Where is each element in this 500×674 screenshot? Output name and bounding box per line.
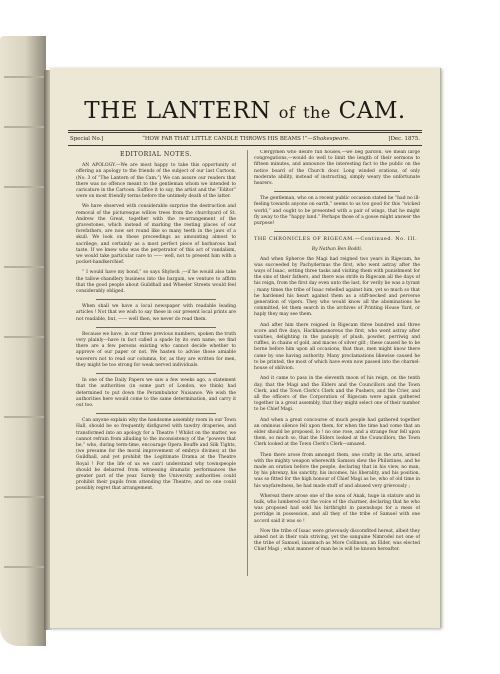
note-paragraph: The gentleman, who on a recent public occasion stated he “had no ill-feeling towards anyone on earth,” seems to us too good for this “wicked world,” and ought to be presented with a pair of wings, that he might fly away to the “happy land.” Perhaps those of a goose might answer the purpose! [254,196,420,227]
text-strip [4,566,44,568]
chronicle-paragraph: Now the tribe of Isaac were grievously discomfited hereat, albeit they aimed not in their vain striving, yet the sanguine Nimrodel not one of the tribe of Samuel, inasmuch as More Collinson, an Elder, was elected Chief Magi ; what manner of man he is will be known hereafter. [254,528,420,553]
chronicle-paragraph: And after him there reigned in Rigecam three hundred and three score and five days, Hackhamsnoreus the first, who went astray after vanities, delighting in the panoply of plush, powder, perriwig and ruffles, in chains of gold, and maces of silver gilt ; these caused he to be borne before him upon all occasions, that thus, men might know there came by one having authority. Many proclamations likewise caused he to be printed, the most of which have even now passed into the charnel-house of oblivion. [254,322,420,372]
masthead-lantern: LANTERN [145,98,271,124]
newspaper-page [50,68,441,628]
masthead-rule-top [68,130,422,131]
masthead-cam: CAM. [338,98,406,124]
masthead-of: of [278,103,296,122]
adjacent-page-edge [0,36,46,646]
column-divider [96,373,216,374]
text-strip [4,496,44,498]
motto-text: “HOW FAR THAT LITTLE CANDLE THROWS HIS BEAMS !”— [142,136,313,142]
text-strip [4,336,44,338]
text-strip [4,186,44,188]
masthead-the: THE [84,98,138,124]
issue-motto [142,136,350,142]
column-divider [274,231,400,232]
column-separator [247,150,248,576]
chronicle-paragraph: And when Spheroe the Magi had reigned two years in Rigecam, he was succeeded by Pachydermus the first, who went astray after the ways of Isaac, setting three tasks and visiting them with punishment for the sins of their fathers, and there was strife in Rigecam all the days of his reign, from the first day even unto the last, for verily he was a tyrant ; many times the tribe of Isaac rebelled against him, yet so much so that he hardened his heart against them as a stiff-necked and perverse generation of vipers. They who would know all the abominations he committed, let them search in the archives of Printing House Yard, or haply they may see them. [254,256,420,318]
editorial-paragraph: Can anyone explain why the handsome assembly room in our Town Hall, should be so frequently disfigured with tawdry draperies, and transformed into an apology for a Theatre ! Whilst on the matter, we cannot refrain from alluding to the inconsistency of the “powers that be,” who, during term-time, encourage Opera Bouffe and Silk Tights, (we presume for the moral improvement of embryo divines) at the Guildhall, and yet prohibit the Legitimate Drama at the Theatre Royal ! For the life of us we can't understand why townspeople should be debarred from witnessing dramatic performances the greater part of the year. Surely the University authorities could prohibit their pupils from attending the Theatre, and no one could possibly regret that arrangement. [76,418,236,492]
column-divider [274,191,400,192]
chronicle-heading: THE CHRONICLES OF RIGECAM.—Continued. No. III. [254,236,418,243]
editorial-heading: EDITORIAL NOTES. [120,151,192,158]
text-strip [4,416,44,418]
issue-date: [Dec. 1875. [388,136,420,142]
column-divider [96,327,216,328]
masthead-title [60,98,430,124]
editorial-paragraph: “ I would have my bond,” so says Shylock ;—if he would also take the tallow-chandlery business into the bargain, we venture to affirm that the good people about Guildhall and Wheeler Streets would feel considerably obliged. [76,270,236,295]
column-divider [96,413,216,414]
text-strip [4,266,44,268]
editorial-paragraph: AN APOLOGY.—We are most happy to take this opportunity of offering an apology to the friends of the subject of our last Cartoon, (No. 3 of “The Lantern of the Cam.”) We can assure our readers that there was no offence meant to the gentleman whom we intended to caricature in the Cartoon. Suffice it to say, the artist and the “Editor” were on most friendly terms before the untimely death of the latter. [76,163,236,200]
editorial-paragraph: We have observed with considerable surprise the destruction and removal of the picturesque willow trees from the churchyard of St. Andrew the Great, together with the re-arrangement of the gravestones, which instead of marking the resting places of our forefathers, are now set round like so many teeth in the jaws of a skull. We look on these proceedings as amounting almost to sacrilege, and certainly as a most perfect piece of barbarous bad taste. If we knew who was the perpetrator of this act of vandalism, we would take particular care to —— well, not to present him with a pocket-handkerchief. [76,204,236,266]
masthead-the2: the [303,103,331,122]
editorial-paragraph: In one of the Daily Papers we saw a few weeks ago, a statement that the authorities (in some part of London, we think) had determined to put down the Perambulator Nuisance. We wish the authorities here would come to the same determination, and carry it out too. [76,378,236,408]
chronicle-byline: By Nathan Ben Boddi. [311,247,363,253]
text-strip [4,76,44,78]
note-paragraph: Clergymen who desire full houses,—we beg pardon, we mean large congregations,—would do well to limit the length of their sermons to fifteen minutes, and announce the interesting fact to the public on the notice board of the Church door. Long winded orations, of only moderate ability, instead of instructing, simply weary the unfortunate hearers. [254,150,420,187]
issue-special: Special No.] [70,136,104,142]
text-strip [4,126,44,128]
chronicle-paragraph: And it came to pass in the eleventh moon of his reign, on the tenth day, that the Magi and the Elders and the Councillors and the Town Clerk, and the Town Clerk's Clerk and the Pushers, and the Crier, and all the officers of the Corporation of Rigecam were again gathered together in a great assembly, that they might select one of their number to be Chief Magi. [254,376,420,413]
editorial-paragraph: Because we have, in our three previous numbers, spoken the truth very plainly—have in fact called a spade by its own name, we find there are a few persons existing who cannot decide whether to approve of our paper or not. We hasten to advise those amiable waverers not to read our columns, for, as they are written for men, they might be too strong for weak nerved individuals. [76,331,236,368]
right-column [254,150,420,580]
masthead-rule-top2 [68,132,422,133]
editorial-paragraph: When shall we have a local newspaper with readable leading articles ! Not that we wish to say these in our present local prints are not readable, but, —— well then, we never do read them. [76,304,236,322]
motto-author: Shakespeare. [312,136,350,142]
left-column [76,150,236,580]
chronicle-paragraph: Whereat there arose one of the sons of Anak, huge in stature and in bulk, who lumbered out the voice of the charmer, declaring that he who was proposed had sold his birthright in pawnshops for a mess of porridge in possession, and all they of the tribe of Samuel with one accord said it was so ! [254,493,420,524]
chronicle-paragraph: Then there arose from amongst them, one crafty in the arts, armed with the mighty weapon wherewith Samson slew the Philistines, and he made an oration before the people, declaring that in his view, no man, by his phrenzy, his sanctity, his incomes, his liberality, and his position, was so fitted for the high honour of Chief Magi as he, who of old time in his wayfaredness, he had made stuff of and abused very grievously ; [254,452,420,489]
issue-info-bar [70,136,420,142]
column-divider [96,299,216,300]
infobar-rule [68,145,422,146]
chronicle-paragraph: And when a great concourse of much people had gathered together an ominous silence fell upon them, for when the time had come that an elder should be proposed, lo ! no one rose, and a strange fear fell upon them, so much so, that the Elders looked at the Councillors, the Town Clerk looked at the Town Clerk's Clerk—amazed. [254,417,420,448]
